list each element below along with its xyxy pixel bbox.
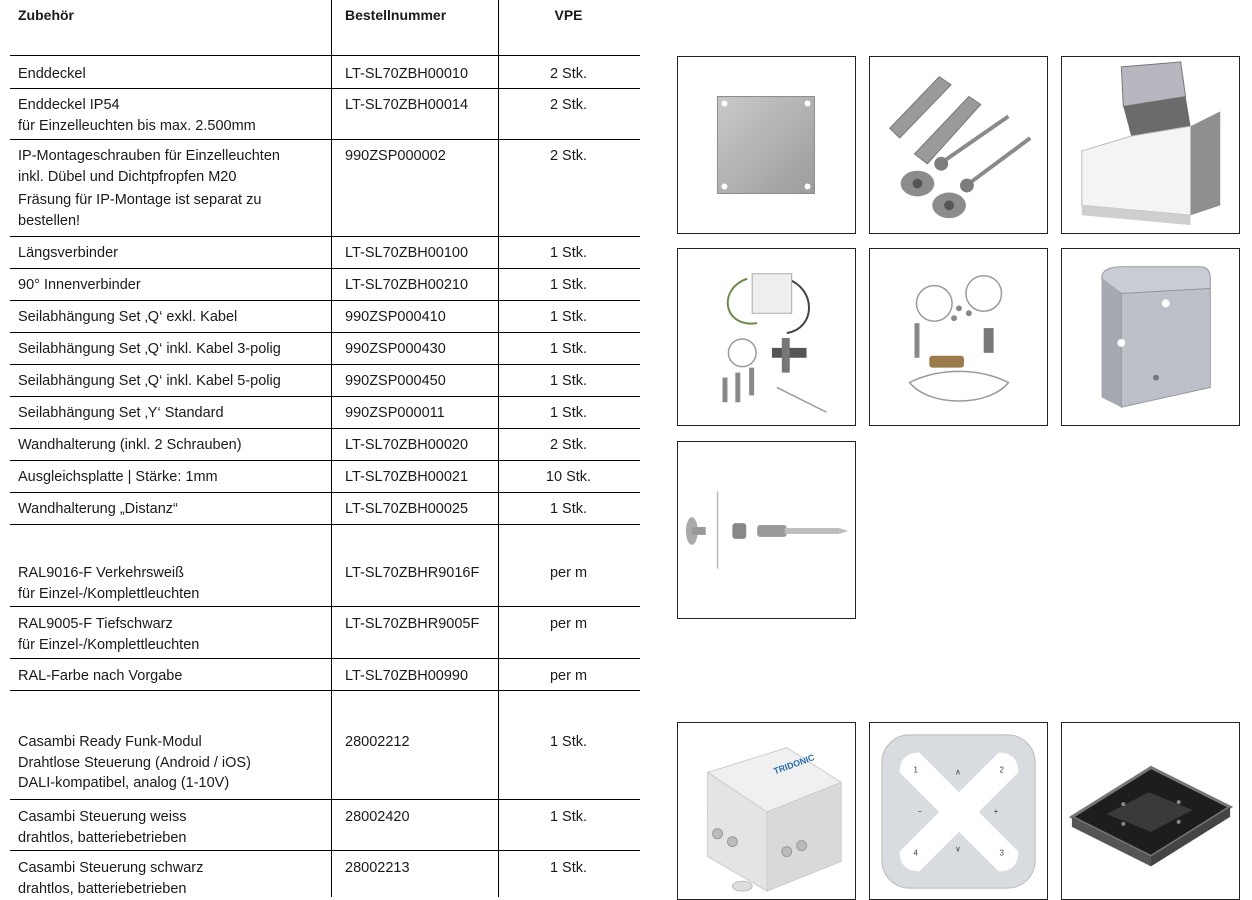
cable-suspension-y-image	[869, 248, 1048, 426]
table-row-name: RAL-Farbe nach Vorgabe	[18, 668, 183, 684]
corner-connector-icon	[1062, 57, 1239, 233]
remote-key-down: ∨	[955, 844, 961, 854]
table-row-name: Seilabhängung Set ‚Q‘ inkl. Kabel 3-polig	[18, 341, 281, 357]
table-row-name: IP-Montageschrauben für Einzelleuchten inkl. Dübel und Dichtpfropfen M20 Fräsung für IP-Montage ist separat zu bestellen!	[18, 148, 280, 229]
row-divider	[10, 658, 640, 659]
screws-icon	[870, 57, 1047, 233]
row-divider	[10, 492, 640, 493]
table-row-vpe: 10 Stk.	[545, 469, 592, 485]
table-row-name: Seilabhängung Set ‚Q‘ inkl. Kabel 5-polig	[18, 373, 281, 389]
casambi-module-image	[677, 722, 856, 900]
table-row-number: LT-SL70ZBH00014	[345, 97, 469, 113]
table-row-name: RAL9005-F Tiefschwarz für Einzel-/Komplettleuchten	[18, 616, 200, 653]
table-row-number: LT-SL70ZBH00025	[345, 501, 469, 517]
table-row-number: 990ZSP000011	[345, 405, 445, 421]
table-row-vpe: 1 Stk.	[549, 734, 588, 750]
table-row-name: Ausgleichsplatte | Stärke: 1mm	[18, 469, 218, 485]
remote-key-4: 4	[913, 848, 918, 858]
table-row-name: Seilabhängung Set ‚Q‘ exkl. Kabel	[18, 309, 238, 325]
table-row-vpe: per m	[549, 565, 588, 581]
table-row-number: LT-SL70ZBH00210	[345, 277, 469, 293]
row-divider	[10, 460, 640, 461]
row-divider	[10, 332, 640, 333]
row-divider	[10, 55, 640, 56]
table-row-vpe: 1 Stk.	[549, 501, 588, 517]
row-divider	[10, 364, 640, 365]
table-row-name: Enddeckel IP54 für Einzelleuchten bis max. 2.500mm	[18, 97, 256, 134]
table-row-vpe: 1 Stk.	[549, 405, 588, 421]
remote-key-up: ∧	[955, 767, 961, 777]
suspension-kit-y-icon	[870, 249, 1047, 425]
row-divider	[10, 690, 640, 691]
table-row-vpe: 2 Stk.	[549, 66, 588, 82]
wall-bracket-icon	[1062, 249, 1239, 425]
casambi-remote-black-image	[1061, 722, 1240, 900]
table-row-number: LT-SL70ZBHR9005F	[345, 616, 480, 632]
table-row-number: LT-SL70ZBH00010	[345, 66, 469, 82]
remote-key-minus: −	[917, 806, 923, 816]
column-divider	[331, 0, 332, 897]
table-row-vpe: 2 Stk.	[549, 97, 588, 113]
remote-key-3: 3	[999, 848, 1004, 858]
remote-white-icon	[870, 723, 1047, 899]
table-row-number: LT-SL70ZBH00100	[345, 245, 469, 261]
table-row-vpe: 2 Stk.	[549, 148, 588, 164]
wall-bracket-image	[1061, 248, 1240, 426]
row-divider	[10, 396, 640, 397]
table-row-vpe: per m	[549, 668, 588, 684]
table-row-name: Casambi Steuerung schwarz drahtlos, batteriebetrieben	[18, 860, 204, 897]
remote-key-plus: +	[993, 806, 999, 816]
remote-black-icon	[1062, 723, 1239, 899]
table-row-number: LT-SL70ZBH00990	[345, 668, 469, 684]
table-row-vpe: 1 Stk.	[549, 860, 588, 876]
row-divider	[10, 268, 640, 269]
suspension-kit-q-icon	[678, 249, 855, 425]
radio-module-icon	[678, 723, 855, 899]
inner-connector-image	[1061, 56, 1240, 234]
accessories-table	[10, 0, 640, 897]
row-divider	[10, 850, 640, 851]
table-row-number: 990ZSP000450	[345, 373, 446, 389]
table-row-vpe: 1 Stk.	[549, 809, 588, 825]
table-row-number: 28002213	[345, 860, 410, 876]
table-row-number: 990ZSP000002	[345, 148, 446, 164]
table-row-name: Wandhalterung „Distanz“	[18, 501, 178, 517]
table-row-name: Längsverbinder	[18, 245, 118, 261]
table-row-name: Enddeckel	[18, 66, 86, 82]
table-row-number: LT-SL70ZBH00021	[345, 469, 469, 485]
end-cap-icon	[678, 57, 855, 233]
table-row-name: Seilabhängung Set ‚Y‘ Standard	[18, 405, 224, 421]
table-row-vpe: 2 Stk.	[549, 437, 588, 453]
end-cap-image	[677, 56, 856, 234]
table-row-number: 990ZSP000410	[345, 309, 446, 325]
table-row-vpe: 1 Stk.	[549, 277, 588, 293]
row-divider	[10, 799, 640, 800]
row-divider	[10, 524, 640, 525]
remote-key-2: 2	[999, 765, 1004, 775]
table-row-name: Casambi Steuerung weiss drahtlos, batteriebetrieben	[18, 809, 187, 846]
row-divider	[10, 428, 640, 429]
table-row-vpe: 1 Stk.	[549, 245, 588, 261]
casambi-remote-white-image	[869, 722, 1048, 900]
table-row-number: 28002212	[345, 734, 410, 750]
table-row-name: 90° Innenverbinder	[18, 277, 141, 293]
row-divider	[10, 300, 640, 301]
table-row-number: LT-SL70ZBH00020	[345, 437, 469, 453]
header-vpe: VPE	[554, 7, 583, 23]
header-name: Zubehör	[18, 7, 74, 23]
cable-suspension-q-image	[677, 248, 856, 426]
row-divider	[10, 236, 640, 237]
header-number: Bestellnummer	[345, 7, 447, 23]
tridonic-brand: TRIDONIC	[772, 752, 816, 777]
row-divider	[10, 139, 640, 140]
table-row-number: LT-SL70ZBHR9016F	[345, 565, 480, 581]
table-row-name: Casambi Ready Funk-Modul Drahtlose Steuerung (Android / iOS) DALI-kompatibel, analog (1-10V)	[18, 734, 251, 791]
distance-bracket-image	[677, 441, 856, 619]
table-row-number: 990ZSP000430	[345, 341, 446, 357]
table-row-vpe: 1 Stk.	[549, 341, 588, 357]
remote-key-1: 1	[913, 765, 918, 775]
table-row-vpe: per m	[549, 616, 588, 632]
ip-screws-image	[869, 56, 1048, 234]
distance-holder-icon	[678, 442, 855, 618]
table-row-name: Wandhalterung (inkl. 2 Schrauben)	[18, 437, 242, 453]
table-row-vpe: 1 Stk.	[549, 309, 588, 325]
table-row-vpe: 1 Stk.	[549, 373, 588, 389]
row-divider	[10, 606, 640, 607]
row-divider	[10, 88, 640, 89]
table-row-number: 28002420	[345, 809, 410, 825]
table-row-name: RAL9016-F Verkehrsweiß für Einzel-/Komplettleuchten	[18, 565, 200, 602]
